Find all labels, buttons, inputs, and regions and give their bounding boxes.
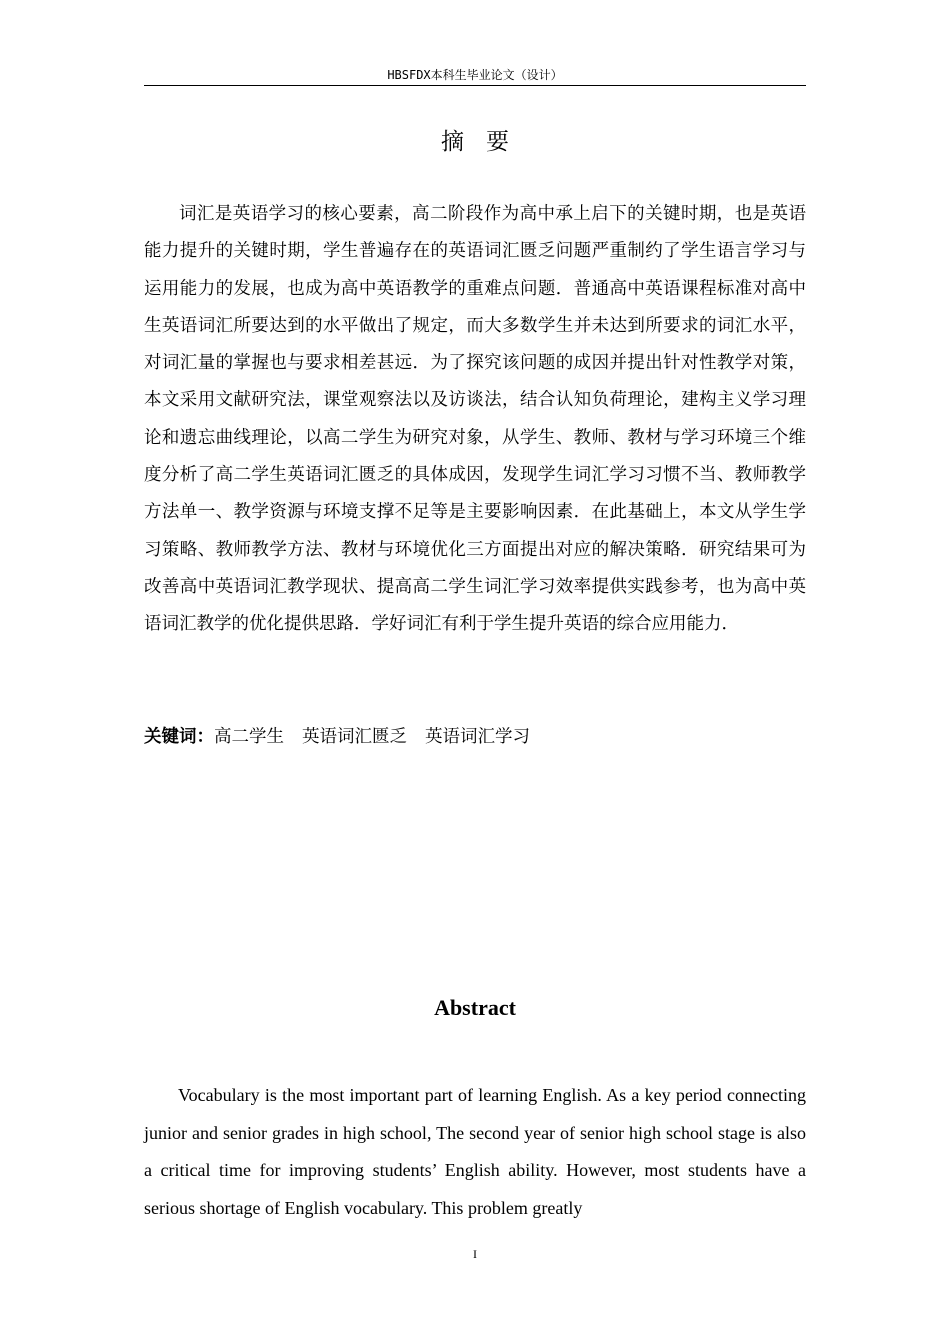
keyword-item: 高二学生	[214, 727, 284, 747]
english-abstract-body: Vocabulary is the most important part of learning English. As a key period connecting junior and senior grades in high school, The second year of senior high school stage is also a critical time for improving students’ English ability. However, most students have a serious shortage of English vocabulary. This problem greatly	[144, 1085, 806, 1218]
keywords-label: 关键词：	[144, 727, 214, 747]
header-divider	[144, 85, 806, 86]
keyword-item: 英语词汇学习	[425, 727, 530, 747]
page-header: HBSFDX本科生毕业论文（设计）	[387, 68, 563, 82]
chinese-abstract-body: 词汇是英语学习的核心要素，高二阶段作为高中承上启下的关键时期，也是英语能力提升的关键时期，学生普遍存在的英语词汇匮乏问题严重制约了学生语言学习与运用能力的发展，也成为高中英语教学的重难点问题．普通高中英语课程标准对高中生英语词汇所要达到的水平做出了规定，而大多数学生并未达到所要求的词汇水平，对词汇量的掌握也与要求相差甚远．为了探究该问题的成因并提出针对性教学对策，本文采用文献研究法，课堂观察法以及访谈法，结合认知负荷理论，建构主义学习理论和遗忘曲线理论，以高二学生为研究对象，从学生、教师、教材与学习环境三个维度分析了高二学生英语词汇匮乏的具体成因，发现学生词汇学习习惯不当、教师教学方法单一、教学资源与环境支撑不足等是主要影响因素．在此基础上，本文从学生学习策略、教师教学方法、教材与环境优化三方面提出对应的解决策略．研究结果可为改善高中英语词汇教学现状、提高高二学生词汇学习效率提供实践参考，也为高中英语词汇教学的优化提供思路．学好词汇有利于学生提升英语的综合应用能力．	[144, 204, 806, 635]
keywords-line	[144, 720, 806, 754]
keyword-item: 英语词汇匮乏	[302, 727, 407, 747]
english-abstract-title: Abstract	[434, 995, 516, 1020]
chinese-abstract-title: 摘要	[441, 129, 531, 155]
page-number: I	[473, 1247, 477, 1261]
